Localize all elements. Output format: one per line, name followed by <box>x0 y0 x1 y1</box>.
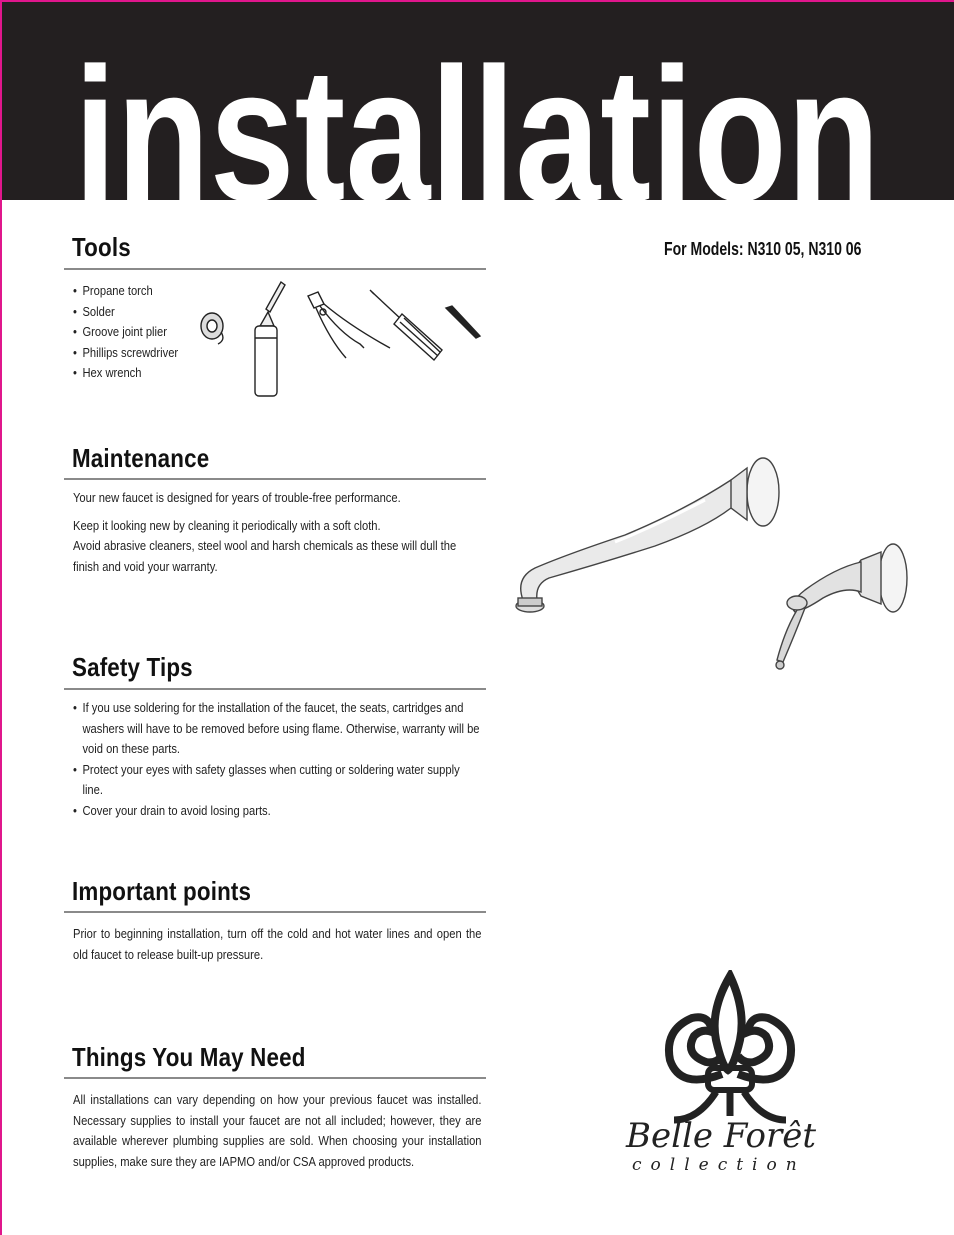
propane-torch-icon <box>255 282 285 396</box>
list-item: • Propane torch <box>73 281 482 302</box>
brand-subtitle: collection <box>632 1155 806 1175</box>
need-text: All installations can vary depending on how your previous faucet was installed. Necessary supplies to install your faucet are not all included; however, they are available wherever plumbing supplies are sold. When choosing your installation supplies, make sure they are IAPMO and/or CSA approved products. <box>73 1092 482 1169</box>
safety-list <box>73 698 482 821</box>
tools-rule <box>64 268 486 270</box>
important-rule <box>64 911 486 913</box>
tools-heading: Tools <box>72 232 131 262</box>
faucet-illustration <box>505 450 925 680</box>
list-item: • Groove joint plier <box>73 322 482 343</box>
hex-wrench-icon <box>446 306 480 338</box>
important-text: Prior to beginning installation, turn off the cold and hot water lines and open the old faucet to release built-up pressure. <box>73 926 482 962</box>
safety-rule <box>64 688 486 690</box>
brand-name: Belle Forêt <box>626 1116 817 1156</box>
paragraph: Your new faucet is designed for years of trouble-free performance. <box>73 490 401 505</box>
solder-spool-icon <box>201 313 223 344</box>
paragraph: Keep it looking new by cleaning it periodically with a soft cloth. <box>73 517 381 533</box>
need-rule <box>64 1077 486 1079</box>
list-item: • Hex wrench <box>73 363 482 384</box>
safety-heading: Safety Tips <box>72 652 193 682</box>
models-label: For Models: N310 05, N310 06 <box>664 239 862 259</box>
maintenance-rule <box>64 478 486 480</box>
svg-text:installation: installation <box>74 29 880 241</box>
list-item: • If you use soldering for the installation of the faucet, the seats, cartridges and washers will have to be removed before using flame. Otherwise, warranty will be void on these parts. <box>73 698 482 760</box>
list-item: • Solder <box>73 302 482 323</box>
list-item: • Phillips screwdriver <box>73 343 482 364</box>
need-heading: Things You May Need <box>72 1042 306 1072</box>
list-item: • Protect your eyes with safety glasses when cutting or soldering water supply line. <box>73 760 482 801</box>
maintenance-heading: Maintenance <box>72 443 210 473</box>
phillips-screwdriver-icon <box>370 290 442 360</box>
important-heading: Important points <box>72 876 252 906</box>
banner-title <box>74 29 884 241</box>
paragraph: Avoid abrasive cleaners, steel wool and harsh chemicals as these will dull the finish and void your warranty. <box>73 538 457 574</box>
title-banner <box>2 2 954 241</box>
groove-joint-plier-icon <box>308 292 390 358</box>
tools-illustration <box>190 278 490 398</box>
list-item: • Cover your drain to avoid losing parts. <box>73 801 482 822</box>
maintenance-text <box>73 488 482 577</box>
